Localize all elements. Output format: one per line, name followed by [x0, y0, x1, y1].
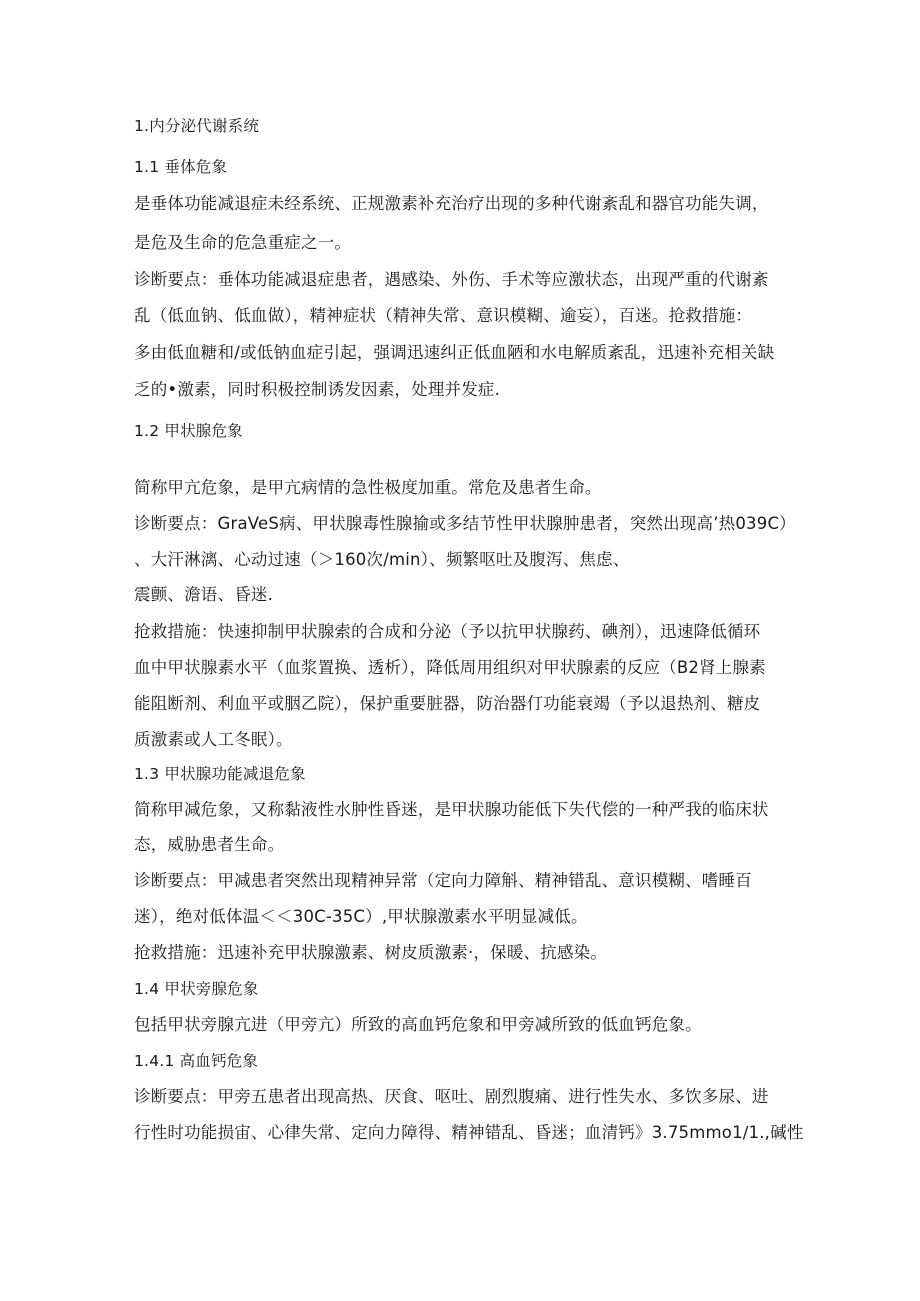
section-heading-1-3: 1.3 甲状腺功能减退危象 [134, 765, 306, 783]
paragraph-line: 抢救措施：快速抑制甲状腺索的合成和分泌（予以抗甲状腺药、碘剂），迅速降低循环 [134, 622, 761, 641]
paragraph-line: 迷），绝对低体温＜＜30C-35C）,甲状腺激素水平明显减低。 [134, 907, 588, 926]
paragraph-line: 诊断要点：甲旁五患者出现高热、厌食、呕吐、剧烈腹痛、进行性失水、多饮多尿、进 [134, 1087, 769, 1106]
section-heading-1-4: 1.4 甲状旁腺危象 [134, 980, 259, 998]
paragraph-line: 是危及生命的危急重症之一。 [134, 233, 352, 252]
section-heading-1-4-1: 1.4.1 高血钙危象 [134, 1052, 259, 1070]
paragraph-line: 、大汗淋漓、心动过速（＞160次/min）、频繁呕吐及腹泻、焦虑、 [134, 550, 630, 569]
paragraph-line: 包括甲状旁腺亢进（甲旁亢）所致的高血钙危象和甲旁减所致的低血钙危象。 [134, 1015, 702, 1034]
paragraph-line: 抢救措施：迅速补充甲状腺激素、树皮质激素·，保暖、抗感染。 [134, 943, 608, 962]
paragraph-line: 行性时功能损宙、心律失常、定向力障得、精神错乱、昏迷；血清钙》3.75mmo1∕1.,碱性 [134, 1123, 804, 1142]
section-heading-1: 1.内分泌代谢系统 [134, 117, 260, 135]
paragraph-line: 乏的•激素，同时积极控制诱发因素，处理并发症. [134, 380, 501, 399]
paragraph-line: 诊断要点：垂体功能减退症患者，遇感染、外伤、手术等应激状态，出现严重的代谢紊 [134, 270, 769, 289]
paragraph-line: 质激素或人工冬眠）。 [134, 730, 293, 749]
section-heading-1-1: 1.1 垂体危象 [134, 158, 228, 176]
paragraph-line: 态，威胁患者生命。 [134, 835, 285, 854]
paragraph-line: 简称甲减危象，又称黏液性水肿性昏迷，是甲状腺功能低下失代偿的一种严我的临床状 [134, 800, 769, 819]
paragraph-line: 能阻断剂、利血平或胭乙院），保护重要脏器，防治器仃功能衰竭（予以退热剂、糖皮 [134, 694, 761, 713]
section-heading-1-2: 1.2 甲状腺危象 [134, 422, 243, 440]
paragraph-line: 乱（低血钠、低血做），精神症状（精神失常、意识模糊、逾妄），百迷。抢救措施： [134, 306, 753, 325]
paragraph-line: 诊断要点：甲减患者突然出现精神异常（定向力障斛、精神错乱、意识模糊、嗜睡百 [134, 871, 752, 890]
paragraph-line: 血中甲状腺素水平（血浆置换、透析），降低周用组织对甲状腺素的反应（B2肾上腺素 [134, 658, 766, 677]
paragraph-line: 诊断要点：GraVeS病、甲状腺毒性腺揄或多结节性甲状腺肿患者，突然出现高’热039C） [134, 514, 796, 533]
paragraph-line: 是垂体功能减退症未经系统、正规激素补充治疗出现的多种代谢紊乱和器官功能失调， [134, 194, 769, 213]
paragraph-line: 多由低血糖和/或低钠血症引起，强调迅速纠正低血陋和水电解质紊乱，迅速补充相关缺 [134, 343, 775, 362]
paragraph-line: 简称甲亢危象，是甲亢病情的急性极度加重。常危及患者生命。 [134, 478, 602, 497]
paragraph-line: 震颤、澹语、昏迷. [134, 585, 274, 604]
